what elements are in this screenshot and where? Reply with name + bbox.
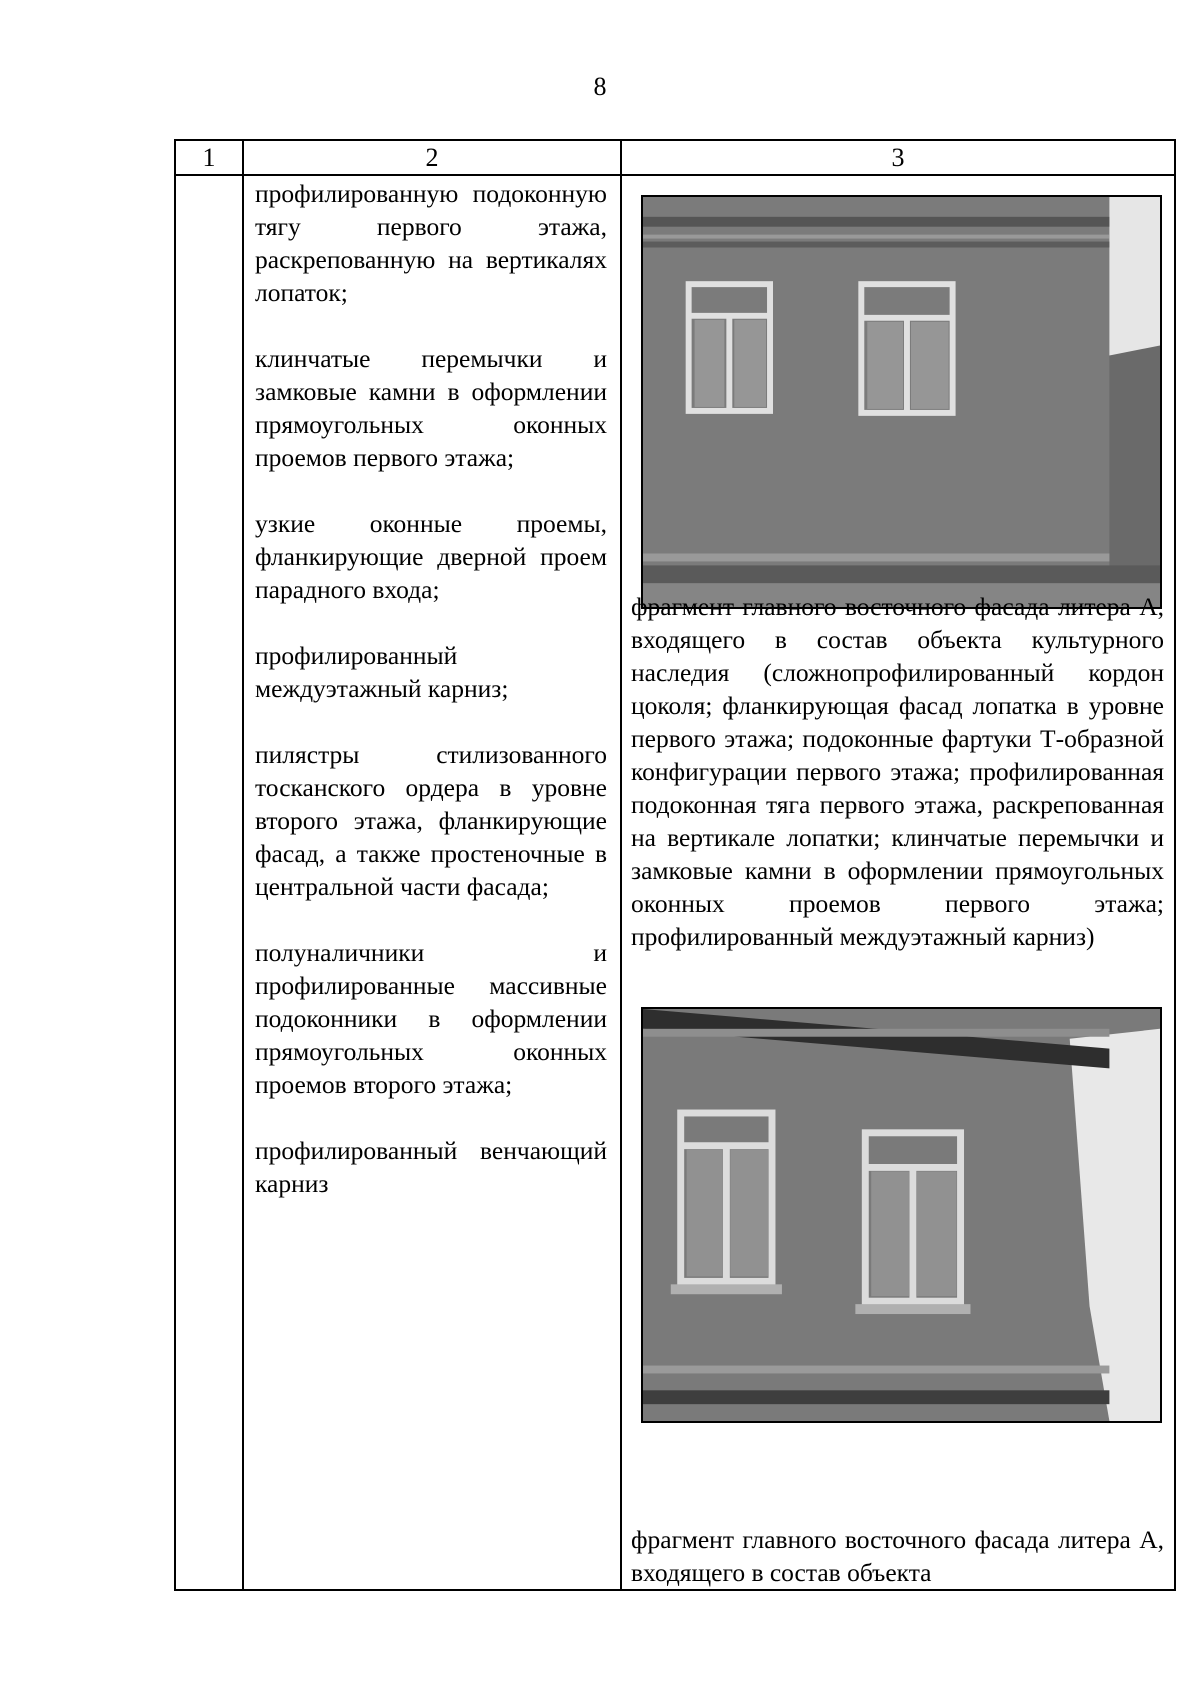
column-divider: [242, 141, 244, 1589]
page-number: 8: [593, 72, 607, 101]
element-item: профилированный междуэтажный карниз;: [255, 641, 509, 703]
element-item: полуналичники и профилированные массивные подоконники в оформлении прямоугольных оконных проемов второго этажа;: [255, 938, 607, 1099]
column-header-2: 2: [425, 143, 439, 172]
monument-elements-table: [174, 139, 1176, 1591]
column-header-1: 1: [202, 143, 216, 172]
column-header-3: 3: [891, 143, 905, 172]
element-item: клинчатые перемычки и замковые камни в оформлении прямоугольных оконных проемов первого этажа;: [255, 344, 607, 472]
element-item: узкие оконные проемы, фланкирующие дверной проем парадного входа;: [255, 509, 607, 604]
element-item: пилястры стилизованного тосканского ордера в уровне второго этажа, фланкирующие фасад, а также простеночные в центральной части фасада;: [255, 740, 607, 901]
photo-caption-first-floor: фрагмент главного восточного фасада литера А, входящего в состав объекта культурного наследия (сложнопрофилированный кордон цоколя; фланкирующая фасад лопатка в уровне первого этажа; подоконные фартуки Т-образной конфигурации первого этажа; профилированная подоконная тяга первого этажа, раскрепованная на вертикале лопатки; клинчатые перемычки и замковые камни в оформлении прямоугольных оконных проемов первого этажа; профилированный междуэтажный карниз): [631, 592, 1164, 951]
architectural-elements-list: [255, 177, 607, 1233]
facade-photo-first-floor: [641, 195, 1162, 609]
element-item: профилированную подоконную тягу первого этажа, раскрепованную на вертикалях лопаток;: [255, 179, 607, 307]
facade-photo-second-floor: [641, 1007, 1162, 1423]
photo-caption-second-floor: фрагмент главного восточного фасада литера А, входящего в состав объекта: [631, 1525, 1164, 1587]
header-divider: [176, 174, 1174, 176]
column-divider: [620, 141, 622, 1589]
element-item: профилированный венчающий карниз: [255, 1136, 607, 1198]
